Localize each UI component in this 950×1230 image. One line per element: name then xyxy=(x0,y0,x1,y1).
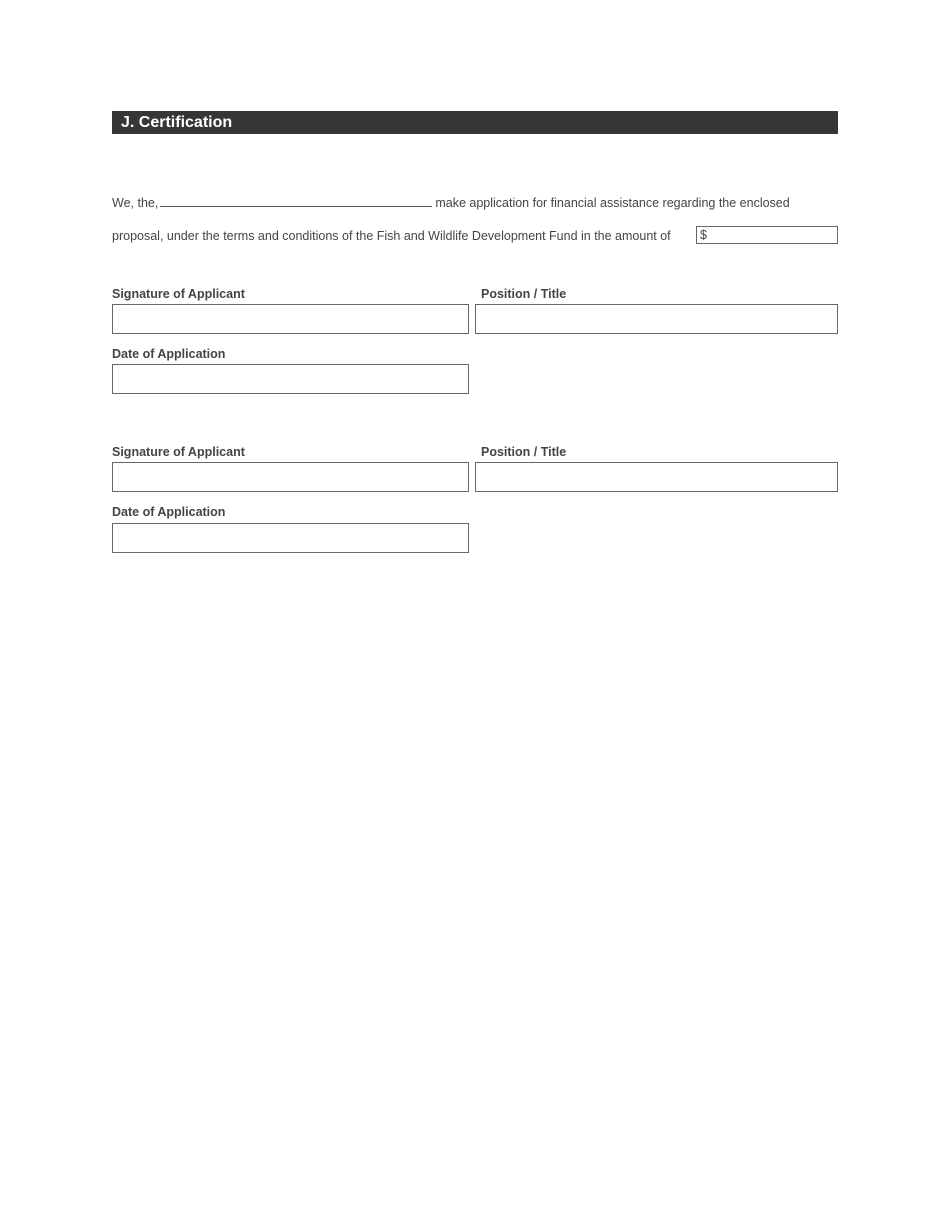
currency-symbol: $ xyxy=(700,228,707,242)
statement-prefix: We, the, xyxy=(112,196,159,210)
amount-field[interactable] xyxy=(696,226,838,244)
statement-line-2: proposal, under the terms and conditions of the Fish and Wildlife Development Fund in the amount of xyxy=(112,229,671,243)
date-label-2: Date of Application xyxy=(112,505,226,519)
position-field-2[interactable] xyxy=(475,462,838,492)
date-field-1[interactable] xyxy=(112,364,469,394)
signature-label-1: Signature of Applicant xyxy=(112,287,245,301)
statement-suffix: make application for financial assistance regarding the enclosed xyxy=(435,196,790,210)
date-field-2[interactable] xyxy=(112,523,469,553)
position-field-1[interactable] xyxy=(475,304,838,334)
signature-label-2: Signature of Applicant xyxy=(112,445,245,459)
statement-line-1 xyxy=(112,195,790,210)
signature-field-1[interactable] xyxy=(112,304,469,334)
section-header xyxy=(112,111,838,134)
date-label-1: Date of Application xyxy=(112,347,226,361)
applicant-name-blank[interactable] xyxy=(160,195,432,207)
signature-field-2[interactable] xyxy=(112,462,469,492)
section-title: J. Certification xyxy=(121,114,233,131)
position-label-2: Position / Title xyxy=(481,445,567,459)
position-label-1: Position / Title xyxy=(481,287,567,301)
